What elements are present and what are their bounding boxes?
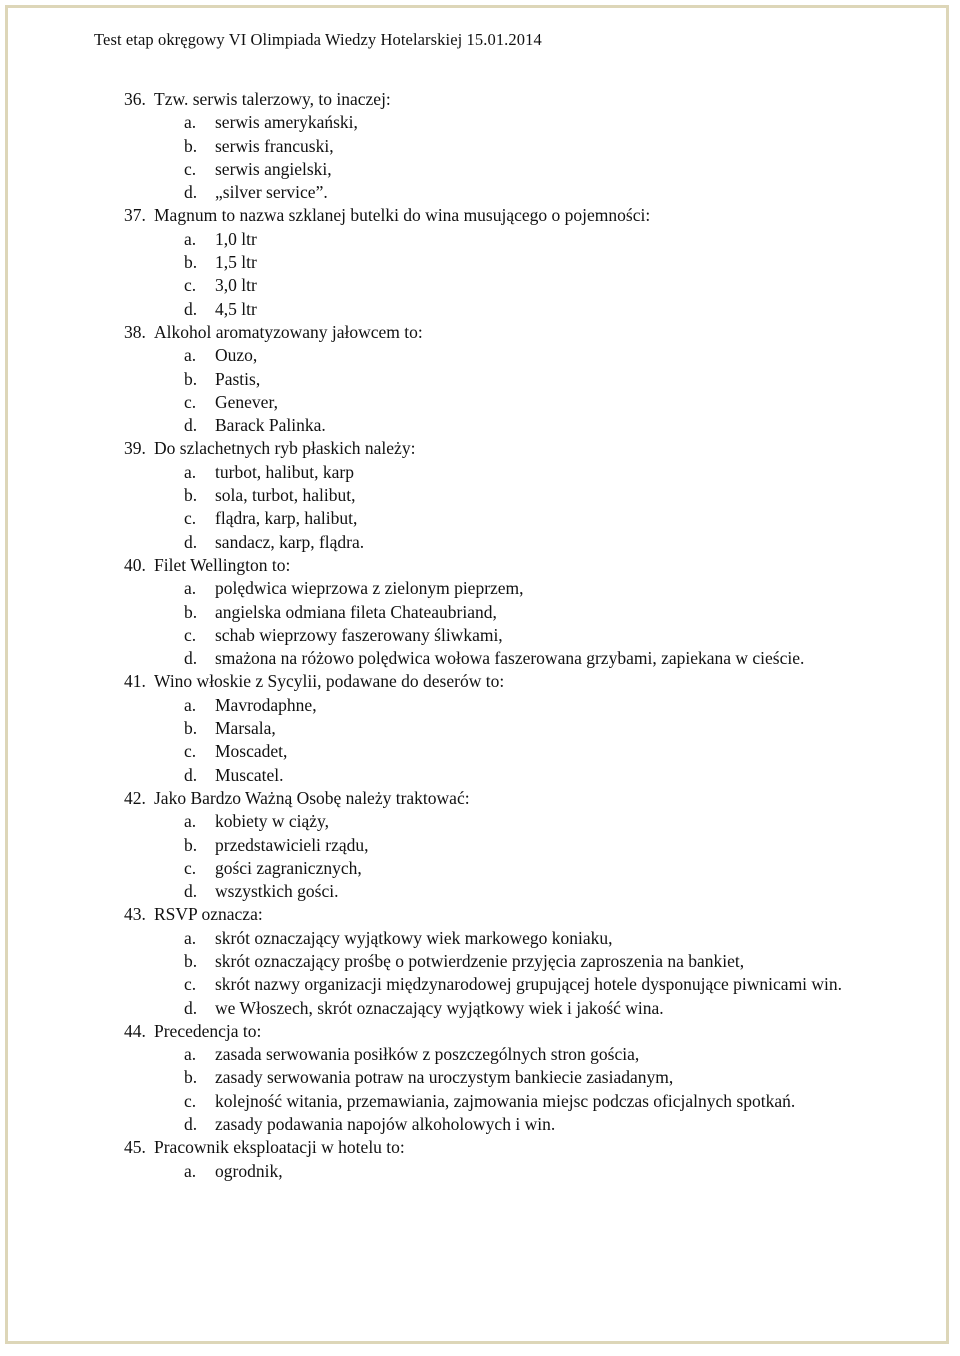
- option-letter: d.: [184, 648, 198, 669]
- answer-option: [124, 647, 884, 670]
- option-letter: c.: [184, 391, 197, 412]
- answer-option: [124, 111, 884, 134]
- option-letter: a.: [184, 927, 197, 948]
- question-block: [124, 88, 884, 204]
- option-letter: a.: [184, 1160, 197, 1181]
- option-letter: d.: [184, 997, 198, 1018]
- answer-options: [124, 577, 884, 670]
- option-text: „silver service”.: [215, 182, 328, 203]
- answer-options: [124, 344, 884, 437]
- answer-option: [124, 228, 884, 251]
- option-letter: d.: [184, 415, 198, 436]
- question-block: [124, 437, 884, 553]
- option-text: Muscatel.: [215, 764, 284, 785]
- question-number: 44.: [124, 1020, 146, 1041]
- option-letter: b.: [184, 718, 198, 739]
- answer-options: [124, 228, 884, 321]
- option-letter: a.: [184, 112, 197, 133]
- option-letter: b.: [184, 485, 198, 506]
- question: [124, 88, 884, 111]
- option-text: ogrodnik,: [215, 1160, 283, 1181]
- option-text: skrót oznaczający prośbę o potwierdzenie przyjęcia zaproszenia na bankiet,: [215, 950, 745, 971]
- option-text: Mavrodaphne,: [215, 694, 317, 715]
- answer-option: [124, 950, 884, 973]
- answer-option: [124, 391, 884, 414]
- option-text: 1,0 ltr: [215, 228, 257, 249]
- option-text: kolejność witania, przemawiania, zajmowania miejsc podczas oficjalnych spotkań.: [215, 1090, 796, 1111]
- option-text: Genever,: [215, 391, 278, 412]
- option-text: turbot, halibut, karp: [215, 461, 355, 482]
- question-block: [124, 1136, 884, 1183]
- option-letter: c.: [184, 857, 197, 878]
- answer-option: [124, 1090, 884, 1113]
- answer-options: [124, 111, 884, 204]
- question-text: Magnum to nazwa szklanej butelki do wina musującego o pojemności:: [154, 205, 651, 226]
- answer-option: [124, 717, 884, 740]
- question: [124, 554, 884, 577]
- option-letter: c.: [184, 741, 197, 762]
- answer-option: [124, 274, 884, 297]
- question-number: 38.: [124, 321, 146, 342]
- option-letter: c.: [184, 508, 197, 529]
- option-text: flądra, karp, halibut,: [215, 508, 358, 529]
- option-text: we Włoszech, skrót oznaczający wyjątkowy wiek i jakość wina.: [215, 997, 664, 1018]
- answer-option: [124, 834, 884, 857]
- option-text: zasada serwowania posiłków z poszczególnych stron gościa,: [215, 1044, 640, 1065]
- option-text: zasady podawania napojów alkoholowych i win.: [215, 1114, 556, 1135]
- answer-option: [124, 880, 884, 903]
- option-text: kobiety w ciąży,: [215, 811, 330, 832]
- option-letter: c.: [184, 1090, 197, 1111]
- answer-option: [124, 601, 884, 624]
- option-letter: b.: [184, 601, 198, 622]
- question-block: [124, 554, 884, 670]
- answer-option: [124, 997, 884, 1020]
- answer-option: [124, 1113, 884, 1136]
- option-text: Ouzo,: [215, 345, 258, 366]
- question: [124, 437, 884, 460]
- option-text: sola, turbot, halibut,: [215, 485, 356, 506]
- option-text: serwis amerykański,: [215, 112, 358, 133]
- option-letter: a.: [184, 228, 197, 249]
- question-text: Precedencja to:: [154, 1020, 262, 1041]
- answer-option: [124, 810, 884, 833]
- option-letter: a.: [184, 811, 197, 832]
- answer-option: [124, 158, 884, 181]
- option-letter: d.: [184, 182, 198, 203]
- option-text: 1,5 ltr: [215, 252, 257, 273]
- option-letter: a.: [184, 1044, 197, 1065]
- option-letter: b.: [184, 950, 198, 971]
- option-text: serwis angielski,: [215, 158, 332, 179]
- option-text: Barack Palinka.: [215, 415, 326, 436]
- option-text: Marsala,: [215, 718, 276, 739]
- answer-option: [124, 344, 884, 367]
- option-text: skrót oznaczający wyjątkowy wiek markowego koniaku,: [215, 927, 613, 948]
- answer-options: [124, 927, 884, 1020]
- question-number: 36.: [124, 89, 146, 109]
- option-letter: c.: [184, 275, 197, 296]
- question: [124, 670, 884, 693]
- option-letter: a.: [184, 578, 197, 599]
- option-letter: a.: [184, 345, 197, 366]
- answer-option: [124, 507, 884, 530]
- option-letter: b.: [184, 368, 198, 389]
- question: [124, 787, 884, 810]
- question-number: 45.: [124, 1137, 146, 1158]
- question-text: Pracownik eksploatacji w hotelu to:: [154, 1137, 405, 1158]
- option-letter: c.: [184, 158, 197, 179]
- answer-option: [124, 531, 884, 554]
- answer-option: [124, 251, 884, 274]
- answer-option: [124, 461, 884, 484]
- option-text: serwis francuski,: [215, 135, 334, 156]
- answer-option: [124, 857, 884, 880]
- question-number: 39.: [124, 438, 146, 459]
- answer-options: [124, 1043, 884, 1136]
- answer-option: [124, 1066, 884, 1089]
- option-letter: c.: [184, 974, 197, 995]
- option-text: 4,5 ltr: [215, 298, 257, 319]
- question-block: [124, 1020, 884, 1136]
- answer-options: [124, 461, 884, 554]
- answer-option: [124, 1160, 884, 1183]
- question-number: 43.: [124, 904, 146, 925]
- option-letter: b.: [184, 135, 198, 156]
- option-letter: d.: [184, 1114, 198, 1135]
- question-text: Do szlachetnych ryb płaskich należy:: [154, 438, 416, 459]
- question-number: 40.: [124, 554, 146, 575]
- question-block: [124, 321, 884, 437]
- question-number: 41.: [124, 671, 146, 692]
- option-text: wszystkich gości.: [215, 881, 339, 902]
- answer-option: [124, 368, 884, 391]
- question-block: [124, 670, 884, 786]
- question-block: [124, 903, 884, 1019]
- answer-option: [124, 624, 884, 647]
- option-text: sandacz, karp, flądra.: [215, 531, 365, 552]
- question: [124, 1020, 884, 1043]
- question-block: [124, 787, 884, 903]
- page-header: Test etap okręgowy VI Olimpiada Wiedzy Hotelarskiej 15.01.2014: [94, 30, 542, 49]
- option-text: Moscadet,: [215, 741, 288, 762]
- question-text: Tzw. serwis talerzowy, to inaczej:: [154, 89, 391, 109]
- option-text: schab wieprzowy faszerowany śliwkami,: [215, 624, 503, 645]
- question-number: 42.: [124, 787, 146, 808]
- option-letter: b.: [184, 252, 198, 273]
- question-list: [124, 88, 884, 1183]
- option-text: zasady serwowania potraw na uroczystym bankiecie zasiadanym,: [215, 1067, 674, 1088]
- answer-option: [124, 740, 884, 763]
- answer-option: [124, 181, 884, 204]
- question-text: Alkohol aromatyzowany jałowcem to:: [154, 321, 423, 342]
- option-text: angielska odmiana fileta Chateaubriand,: [215, 601, 497, 622]
- answer-options: [124, 694, 884, 787]
- question: [124, 1136, 884, 1159]
- option-letter: d.: [184, 764, 198, 785]
- answer-option: [124, 694, 884, 717]
- question-text: Wino włoskie z Sycylii, podawane do deserów to:: [154, 671, 505, 692]
- option-letter: b.: [184, 834, 198, 855]
- option-text: smażona na różowo polędwica wołowa faszerowana grzybami, zapiekana w cieście.: [215, 648, 805, 669]
- option-text: 3,0 ltr: [215, 275, 257, 296]
- answer-option: [124, 577, 884, 600]
- option-letter: a.: [184, 694, 197, 715]
- option-letter: b.: [184, 1067, 198, 1088]
- answer-option: [124, 414, 884, 437]
- question: [124, 903, 884, 926]
- option-letter: d.: [184, 531, 198, 552]
- answer-option: [124, 1043, 884, 1066]
- question-text: RSVP oznacza:: [154, 904, 263, 925]
- answer-option: [124, 484, 884, 507]
- answer-option: [124, 298, 884, 321]
- option-text: przedstawicieli rządu,: [215, 834, 369, 855]
- question-text: Jako Bardzo Ważną Osobę należy traktować:: [154, 787, 470, 808]
- option-text: gości zagranicznych,: [215, 857, 362, 878]
- answer-option: [124, 973, 884, 996]
- option-text: Pastis,: [215, 368, 261, 389]
- question: [124, 204, 884, 227]
- option-letter: d.: [184, 881, 198, 902]
- option-text: skrót nazwy organizacji międzynarodowej grupującej hotele dysponujące piwnicami win.: [215, 974, 843, 995]
- answer-option: [124, 764, 884, 787]
- question-block: [124, 204, 884, 320]
- answer-option: [124, 135, 884, 158]
- question: [124, 321, 884, 344]
- option-letter: a.: [184, 461, 197, 482]
- answer-options: [124, 810, 884, 903]
- answer-option: [124, 927, 884, 950]
- option-text: polędwica wieprzowa z zielonym pieprzem,: [215, 578, 524, 599]
- question-text: Filet Wellington to:: [154, 554, 291, 575]
- answer-options: [124, 1160, 884, 1183]
- option-letter: c.: [184, 624, 197, 645]
- option-letter: d.: [184, 298, 198, 319]
- question-number: 37.: [124, 205, 146, 226]
